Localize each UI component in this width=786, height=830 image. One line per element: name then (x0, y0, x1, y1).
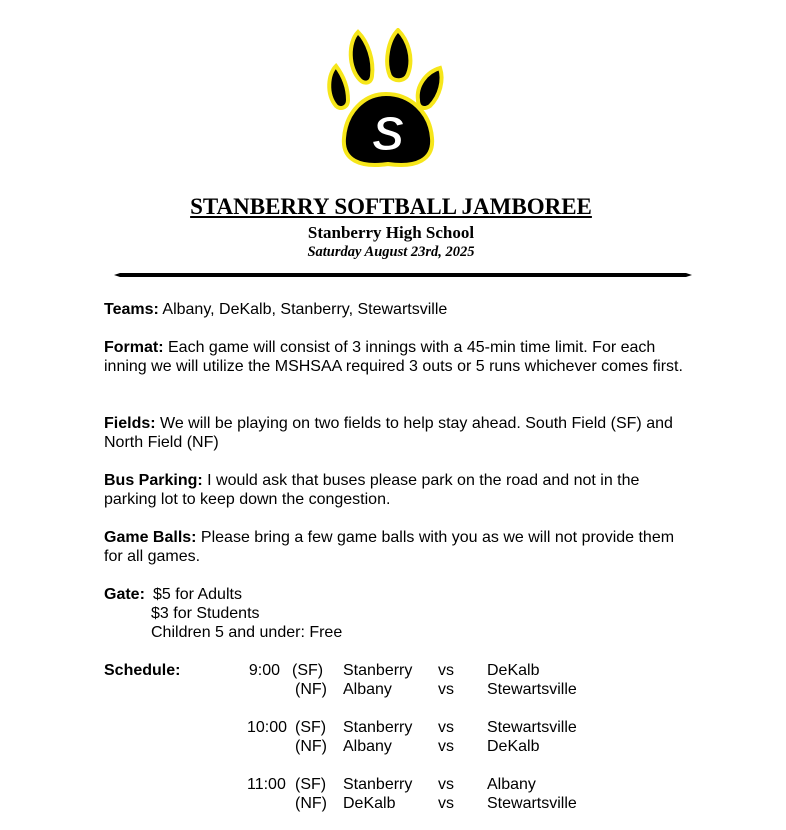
vs-label: vs (438, 662, 454, 679)
game-time: 10:00 (247, 719, 288, 736)
game-balls-label: Game Balls: (104, 529, 197, 546)
home-team: Stanberry (343, 719, 413, 736)
vs-label: vs (438, 681, 454, 698)
game-field: (NF) (295, 738, 327, 755)
game-field: (SF) (292, 662, 324, 679)
fields-label: Fields: (104, 415, 156, 432)
away-team: DeKalb (487, 662, 540, 679)
gate-students: $3 for Students (151, 605, 260, 622)
gate-children: Children 5 and under: Free (151, 624, 343, 641)
format-text: Each game will consist of 3 innings with a 45-min time limit. For each inning we will utilize the MSHSAA required 3 outs or 5 runs whichever comes first. (104, 339, 683, 375)
gate-adults: $5 for Adults (153, 586, 242, 603)
game-time: 11:00 (247, 776, 286, 793)
format-label: Format: (104, 339, 164, 356)
game-balls-section (104, 528, 689, 566)
game-balls-text: Please bring a few game balls with you as we will not provide them for all games. (104, 529, 675, 565)
vs-label: vs (438, 738, 454, 755)
game-time: 9:00 (248, 662, 280, 679)
game-field: (NF) (295, 795, 327, 812)
divider-rule (114, 272, 692, 278)
teams-text: Albany, DeKalb, Stanberry, Stewartsville (158, 301, 448, 318)
game-field: (NF) (295, 681, 327, 698)
teams-section (104, 300, 689, 319)
gate-label: Gate: (104, 586, 145, 603)
vs-label: vs (438, 719, 454, 736)
teams-label: Teams: (104, 301, 159, 318)
home-team: Stanberry (343, 776, 413, 793)
home-team: Stanberry (343, 662, 413, 679)
fields-text: We will be playing on two fields to help stay ahead. South Field (SF) and North Field (NF) (104, 415, 673, 451)
away-team: Stewartsville (487, 681, 577, 698)
bus-parking-label: Bus Parking: (104, 472, 203, 489)
school-name: Stanberry High School (307, 223, 475, 242)
document-title: STANBERRY SOFTBALL JAMBOREE (190, 194, 592, 219)
bus-parking-text: I would ask that buses please park on the road and not in the parking lot to keep down the congestion. (104, 472, 640, 508)
bus-parking-section (104, 471, 689, 509)
vs-label: vs (438, 795, 454, 812)
vs-label: vs (438, 776, 454, 793)
format-section (104, 338, 689, 376)
home-team: Albany (343, 738, 392, 755)
game-field: (SF) (295, 719, 327, 736)
schedule-label: Schedule: (104, 662, 181, 679)
fields-section (104, 414, 689, 452)
event-date: Saturday August 23rd, 2025 (307, 244, 475, 260)
logo-letter: S (371, 108, 405, 161)
home-team: Albany (343, 681, 392, 698)
home-team: DeKalb (343, 795, 396, 812)
away-team: DeKalb (487, 738, 540, 755)
away-team: Albany (487, 776, 536, 793)
paw-logo-icon (326, 28, 450, 170)
game-field: (SF) (295, 776, 327, 793)
away-team: Stewartsville (487, 719, 577, 736)
away-team: Stewartsville (487, 795, 577, 812)
